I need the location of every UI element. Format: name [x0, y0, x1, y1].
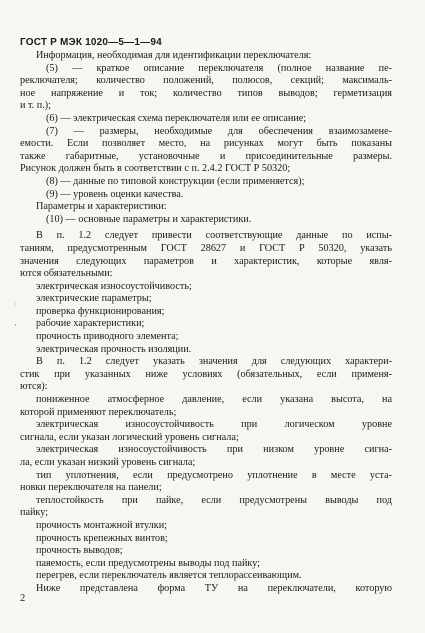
text-line: прочность выводов; [36, 545, 123, 557]
page-number: 2 [20, 593, 26, 604]
text-line: Информация, необходимая для идентификации переключателя: [36, 50, 312, 61]
text-line: электрическая износоустойчивость при логическом уровне [36, 419, 392, 431]
text-line: Рисунок должен быть в соответствии с п. 2.4.2 ГОСТ Р 50320; [20, 163, 291, 175]
running-header: ГОСТ Р МЭК 1020—5—1—94 [20, 37, 162, 48]
text-line: (7) — размеры, необходимые для обеспечения взаимозамене- [46, 125, 392, 137]
text-line: также габаритные, установочные и присоединительные размеры. [20, 150, 392, 162]
text-line: значения следующих параметров и характеристик, которые явля- [20, 255, 392, 267]
text-line: ла, если указан низкий уровень сигнала; [20, 457, 196, 468]
text-line: рабочие характеристики; [36, 318, 145, 330]
text-line: перегрев, если переключатель является теплорассеивающим. [36, 570, 302, 582]
text-line: стик при указанных ниже условиях (обязательных, если применя- [20, 368, 392, 380]
text-line: сигнала, если указан логический уровень сигнала; [20, 431, 239, 443]
text-line: емости. Если позволяет место, на рисунках могут быть показаны [20, 138, 392, 150]
text-line: Ниже представлена форма ТУ на переключатели, которую [36, 582, 392, 594]
text-line: и т. п.); [20, 100, 51, 112]
body-text [20, 50, 392, 596]
margin-mark: ‚ [14, 318, 17, 327]
text-line: В п. 1.2 следует указать значения для следующих характери- [36, 356, 392, 368]
text-line: (8) — данные по типовой конструкции (если применяется); [46, 175, 305, 187]
text-line: (9) — уровень оценки качества. [46, 188, 184, 200]
text-line: ются обязательными: [20, 268, 113, 280]
text-line: ются): [20, 381, 48, 393]
text-line: пониженное атмосферное давление, если указана высота, на [36, 394, 392, 406]
text-line: проверка функционирования; [36, 305, 165, 317]
text-line: новки переключателя на панели; [20, 482, 162, 494]
text-line: прочность приводного элемента; [36, 331, 179, 343]
text-line: (5) — краткое описание переключателя (полное название пе- [46, 62, 392, 74]
text-line: (6) — электрическая схема переключателя или ее описание; [46, 112, 307, 124]
text-line: электрические параметры; [36, 293, 152, 305]
text-line: теплостойкость при пайке, если предусмотрены выводы под [36, 494, 392, 506]
text-line: электрическая прочность изоляции. [36, 343, 192, 355]
margin-mark: · [14, 300, 17, 309]
text-line: тип уплотнения, если предусмотрено уплотнение в месте уста- [36, 469, 392, 481]
text-line: Параметры и характеристики: [36, 201, 167, 213]
text-line: паяемость, если предусмотрены выводы под пайку; [36, 557, 261, 569]
text-line: прочность монтажной втулки; [36, 519, 167, 531]
text-line: реключателя; количество положений, полюсов, секций; максималь- [20, 75, 392, 87]
text-line: В п. 1.2 следует привести соответствующие данные по испы- [36, 230, 392, 242]
text-line: электрическая износоустойчивость при низком уровне сигна- [36, 444, 392, 456]
text-line: пайку; [20, 507, 49, 519]
text-line: которой применяют переключатель; [20, 406, 177, 418]
text-line: прочность крепежных винтов; [36, 532, 168, 544]
text-line: ное напряжение и ток; количество типов выводов; герметизация [20, 87, 392, 99]
text-line: (10) — основные параметры и характеристики. [46, 213, 252, 225]
text-line: таниям, предусмотренным ГОСТ 28627 и ГОСТ Р 50320, указать [20, 242, 392, 254]
text-line: электрическая износоустойчивость; [36, 280, 192, 292]
